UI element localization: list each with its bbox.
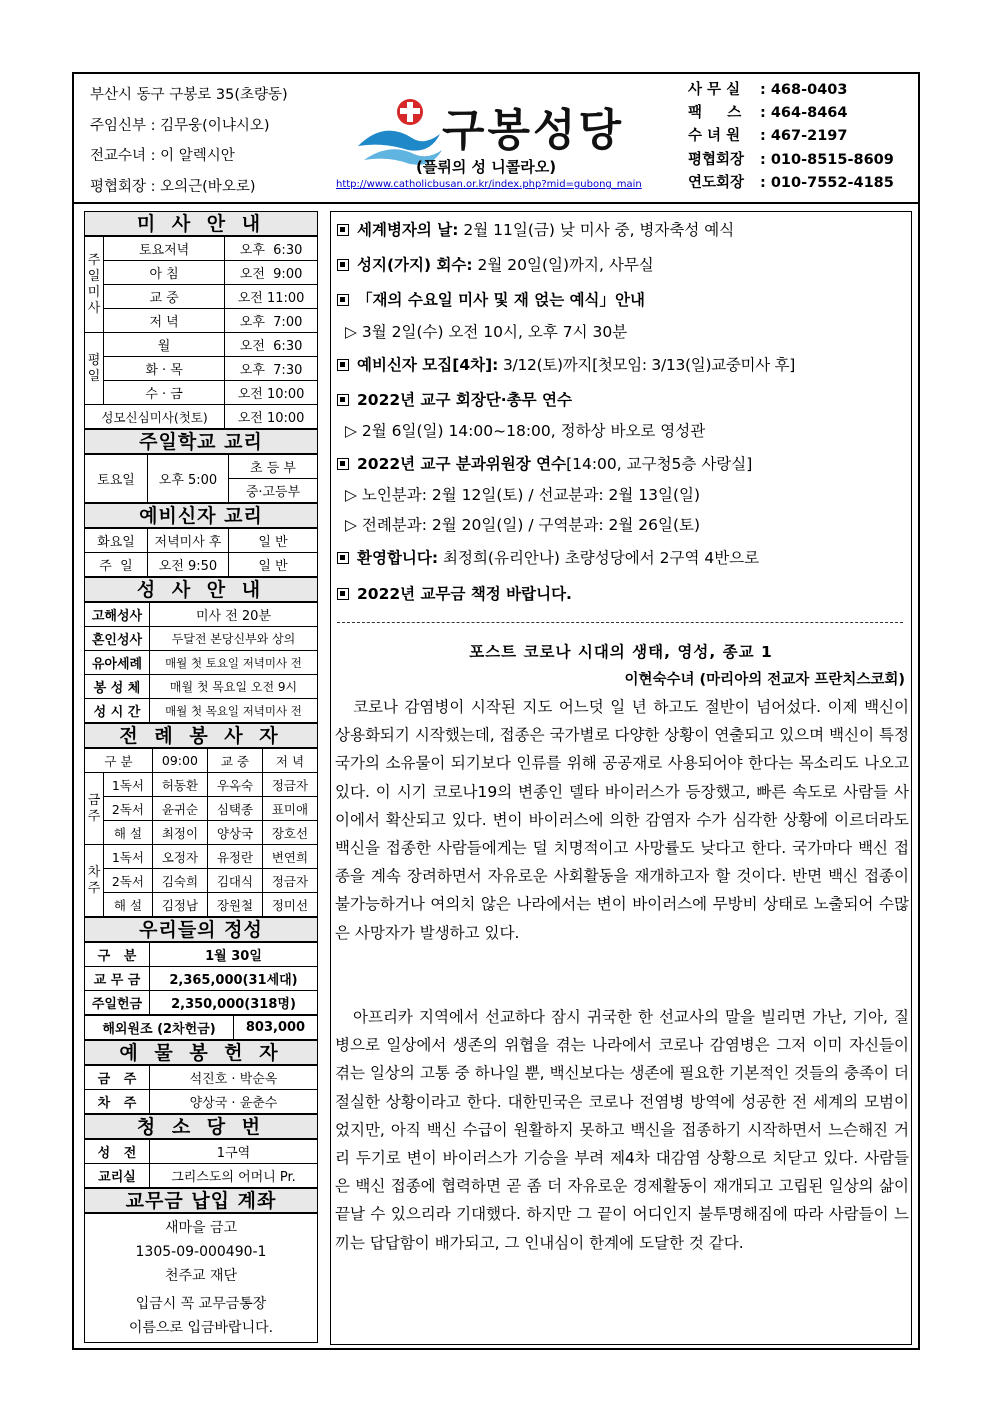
left-column <box>84 211 318 1343</box>
catechumen-type: 일 반 <box>229 529 318 553</box>
contact-value: : 468-0403 <box>760 82 848 98</box>
liturgy-person: 김정남 <box>152 893 207 917</box>
offering-table <box>84 942 318 1015</box>
notice-heading: 환영합니다: <box>357 549 439 567</box>
liturgy-role: 해 설 <box>104 893 153 917</box>
notice-item <box>337 288 645 310</box>
mass-time: 오전 9:00 <box>225 261 318 285</box>
sacrament-name: 고해성사 <box>85 603 150 627</box>
right-column <box>330 211 912 1345</box>
account-note: 이름으로 입금바랍니다. <box>128 1320 274 1336</box>
bullet-icon <box>337 359 349 371</box>
liturgy-person: 김숙희 <box>152 869 207 893</box>
offering-label: 구 분 <box>85 943 150 967</box>
notice-detail: ▷ 전례분과: 2월 20일(일) / 구역분과: 2월 26일(토) <box>345 516 701 534</box>
cleaning-place: 교리실 <box>85 1164 150 1188</box>
sacrament-info: 매월 첫 목요일 저녁미사 전 <box>150 699 318 723</box>
mass-name: 성모신심미사(첫토) <box>85 405 225 429</box>
notice-item <box>337 218 734 240</box>
notice-heading: 2022년 교구 회장단·총무 연수 <box>357 391 572 409</box>
liturgy-table <box>84 748 318 917</box>
bullet-icon <box>337 458 349 470</box>
liturgy-person: 최정이 <box>152 821 207 845</box>
catechumen-type: 일 반 <box>229 553 318 577</box>
school-group: 중·고등부 <box>229 479 318 503</box>
liturgy-person: 장원철 <box>207 893 262 917</box>
bullet-icon <box>337 588 349 600</box>
notice-item <box>337 353 795 375</box>
sister: 전교수녀 : 이 알렉시안 <box>90 148 235 164</box>
cleaning-group: 1구역 <box>150 1140 318 1164</box>
notice-heading: 성지(가지) 회수: <box>357 256 473 274</box>
notice-item <box>337 546 759 568</box>
donor-names: 석진호 · 박순옥 <box>150 1066 318 1090</box>
liturgy-person: 장호선 <box>262 821 317 845</box>
contact-row <box>688 149 894 172</box>
notice-heading: 2022년 교무금 책정 바랍니다. <box>357 585 572 603</box>
sunday-mass-label: 주 일 미 사 <box>85 237 104 333</box>
liturgy-person: 양상국 <box>207 821 262 845</box>
notice-heading: 예비신자 모집[4차]: <box>357 356 499 374</box>
mass-name: 월 <box>104 333 225 357</box>
sacrament-title: 성 사 안 내 <box>84 577 318 602</box>
mass-time: 오전 10:00 <box>225 381 318 405</box>
overseas-value: 803,000 <box>234 1016 318 1040</box>
notice-item <box>337 452 752 474</box>
mass-time: 오후 6:30 <box>225 237 318 261</box>
catechumen-day: 화요일 <box>85 529 148 553</box>
donor-names: 양상국 · 윤춘수 <box>150 1090 318 1114</box>
sacrament-info: 매월 첫 토요일 저녁미사 전 <box>150 651 318 675</box>
liturgy-person: 김대식 <box>207 869 262 893</box>
contact-label: 평협회장 <box>688 151 745 168</box>
mass-name: 화 · 목 <box>104 357 225 381</box>
mass-name: 교 중 <box>104 285 225 309</box>
cleaning-title: 청 소 당 번 <box>84 1114 318 1139</box>
notice-heading: 2022년 교구 분과위원장 연수 <box>357 455 567 473</box>
liturgy-head: 09:00 <box>152 749 207 773</box>
contact-label: 연도회장 <box>688 174 745 191</box>
notice-text: 최정희(유리안나) 초량성당에서 2구역 4반으로 <box>438 549 760 567</box>
sacrament-info: 매월 첫 목요일 오전 9시 <box>150 675 318 699</box>
liturgy-role: 1독서 <box>104 845 153 869</box>
sacrament-name: 봉 성 체 <box>85 675 150 699</box>
liturgy-head: 교 중 <box>207 749 262 773</box>
offering-label: 주일헌금 <box>85 991 150 1015</box>
liturgy-person: 정금자 <box>262 869 317 893</box>
notice-item <box>337 582 572 604</box>
notice-detail: ▷ 2월 6일(일) 14:00~18:00, 정하상 바오로 영성관 <box>345 422 706 440</box>
header-info <box>90 80 288 202</box>
cleaning-place: 성 전 <box>85 1140 150 1164</box>
cleaning-table <box>84 1139 318 1188</box>
notice-text: 3/12(토)까지[첫모임: 3/13(일)교중미사 후] <box>498 356 795 374</box>
liturgy-role: 1독서 <box>104 773 153 797</box>
donor-table <box>84 1065 318 1114</box>
liturgy-person: 정미선 <box>262 893 317 917</box>
catechumen-time: 오전 9:50 <box>148 553 229 577</box>
pastor: 주임신부 : 김무웅(이냐시오) <box>90 117 270 134</box>
sacrament-info: 두달전 본당신부와 상의 <box>150 627 318 651</box>
church-patron: (플뤼의 성 니콜라오) <box>416 158 557 176</box>
mass-time: 오전 10:00 <box>225 405 318 429</box>
offering-value: 2,350,000(318명) <box>150 991 318 1015</box>
bullet-icon <box>337 394 349 406</box>
council-president: 평협회장 : 오의근(바오로) <box>90 178 256 195</box>
church-name: 구봉성당 <box>442 105 625 156</box>
liturgy-person: 우옥숙 <box>207 773 262 797</box>
mass-name: 저 녁 <box>104 309 225 333</box>
offering-value: 1월 30일 <box>150 943 318 967</box>
article-paragraph: 아프리카 지역에서 선교하다 잠시 귀국한 한 선교사의 말을 빌리면 가난, 기아, 질병으로 일상에서 생존의 위협을 겪는 나라에서 코로나 감염병은 그저 이미 자신들이 겪는 일상의 고통 중 하나일 뿐, 백신보다는 생존에 필요한 기본적인 것들의 충족이 더 절실한 상황이라고 한다. 대한민국은 코로나 전염병 방역에 성공한 전 세계의 모범이었지만, 아직 백신 수급이 원활하지 못하고 백신을 접종하기 시작하면서 느슨해진 거리 두기로 변이 바이러스가 기승을 부려 제4차 대감염 상황으로 치닫고 있다. 사람들은 백신 접종에 협력하면 곧 좀 더 자유로운 경제활동이 재개되고 고립된 일상의 삶이 끝날 수 있으리라 기대했다. 하지만 그 끝이 어디인지 불투명해짐에 따라 사람들이 느끼는 답답함이 배가되고, 그 인내심이 한계에 도달한 것 같다. <box>335 1008 909 1252</box>
notice-heading: 세계병자의 날: <box>357 221 459 239</box>
contact-row <box>688 172 894 195</box>
liturgy-role: 해 설 <box>104 821 153 845</box>
sacrament-info: 미사 전 20분 <box>150 603 318 627</box>
mass-name: 수 · 금 <box>104 381 225 405</box>
donor-week: 차 주 <box>85 1090 150 1114</box>
liturgy-week: 금 주 <box>85 773 104 845</box>
liturgy-head: 저 녁 <box>262 749 317 773</box>
liturgy-week: 차 주 <box>85 845 104 917</box>
account-number: 1305-09-000490-1 <box>135 1244 267 1260</box>
liturgy-person: 표미애 <box>262 797 317 821</box>
offering-label: 교 무 금 <box>85 967 150 991</box>
school-time: 오후 5:00 <box>148 455 229 503</box>
account-holder: 천주교 재단 <box>164 1268 238 1284</box>
liturgy-person: 정금자 <box>262 773 317 797</box>
catechumen-time: 저녁미사 후 <box>148 529 229 553</box>
article-author: 이현숙수녀 (마리아의 전교자 프란치스코회) <box>624 672 905 688</box>
mass-section-title: 미 사 안 내 <box>84 211 318 236</box>
notice-detail: ▷ 3월 2일(수) 오전 10시, 오후 7시 30분 <box>345 323 628 341</box>
offering-title: 우리들의 정성 <box>84 917 318 942</box>
mass-table <box>84 236 318 429</box>
sacrament-name: 혼인성사 <box>85 627 150 651</box>
sacrament-table <box>84 602 318 723</box>
notice-detail: ▷ 노인분과: 2월 12일(토) / 선교분과: 2월 13일(일) <box>345 486 701 504</box>
weekday-mass-label: 평 일 <box>85 333 104 405</box>
page-frame <box>72 72 920 1350</box>
sacrament-name: 유아세례 <box>85 651 150 675</box>
notice-heading: 「재의 수요일 미사 및 재 얹는 예식」안내 <box>357 291 645 309</box>
liturgy-person: 윤귀순 <box>152 797 207 821</box>
liturgy-person: 유정란 <box>207 845 262 869</box>
liturgy-person: 허동환 <box>152 773 207 797</box>
contact-row <box>688 102 894 125</box>
account-box <box>84 1213 318 1343</box>
catechumen-table <box>84 528 318 577</box>
mass-name: 아 침 <box>104 261 225 285</box>
address: 부산시 동구 구봉로 35(초량동) <box>90 87 288 103</box>
notice-text: [14:00, 교구청5층 사랑실] <box>566 455 753 473</box>
contact-value: : 464-8464 <box>760 105 848 122</box>
contact-row <box>688 125 894 148</box>
notice-text: 2월 11일(금) 낮 미사 중, 병자축성 예식 <box>458 221 735 239</box>
sacrament-name: 성 시 간 <box>85 699 150 723</box>
donor-title: 예 물 봉 헌 자 <box>84 1040 318 1065</box>
contact-value: : 467-2197 <box>760 128 848 145</box>
bank-name: 새마을 금고 <box>164 1220 238 1236</box>
article-title: 포스트 코로나 시대의 생태, 영성, 종교 1 <box>469 643 773 661</box>
sunday-school-table <box>84 454 318 503</box>
liturgy-person: 오정자 <box>152 845 207 869</box>
bullet-icon <box>337 294 349 306</box>
mass-time: 오후 7:30 <box>225 357 318 381</box>
mass-time: 오전 6:30 <box>225 333 318 357</box>
mass-time: 오후 7:00 <box>225 309 318 333</box>
contact-value: : 010-8515-8609 <box>760 151 894 168</box>
contact-label: 수 녀 원 <box>688 128 741 145</box>
donor-week: 금 주 <box>85 1066 150 1090</box>
contact-label: 팩 스 <box>688 105 742 122</box>
church-logo <box>336 86 674 196</box>
liturgy-role: 2독서 <box>104 797 153 821</box>
notice-item <box>337 253 654 275</box>
mass-time: 오전 11:00 <box>225 285 318 309</box>
bullet-icon <box>337 259 349 271</box>
school-group: 초 등 부 <box>229 455 318 479</box>
bullet-icon <box>337 552 349 564</box>
mass-name: 토요저녁 <box>104 237 225 261</box>
account-title: 교무금 납입 계좌 <box>84 1188 318 1213</box>
website-link[interactable]: http://www.catholicbusan.or.kr/index.php?mid=gubong_main <box>336 179 642 190</box>
bullet-icon <box>337 224 349 236</box>
notice-item <box>337 388 572 410</box>
liturgy-title: 전 례 봉 사 자 <box>84 723 318 748</box>
contact-value: : 010-7552-4185 <box>760 174 894 191</box>
liturgy-head: 구 분 <box>85 749 153 773</box>
liturgy-person: 변연희 <box>262 845 317 869</box>
offering-value: 2,365,000(31세대) <box>150 967 318 991</box>
contacts <box>688 79 894 195</box>
header <box>74 74 918 204</box>
contact-row <box>688 79 894 102</box>
liturgy-role: 2독서 <box>104 869 153 893</box>
overseas-aid-table <box>84 1015 318 1040</box>
account-note: 입금시 꼭 교무금통장 <box>135 1296 267 1312</box>
liturgy-person: 심택종 <box>207 797 262 821</box>
sunday-school-title: 주일학교 교리 <box>84 429 318 454</box>
article-paragraph: 코로나 감염병이 시작된 지도 어느덧 일 년 하고도 절반이 넘어섰다. 이제 백신이 상용화되기 시작했는데, 접종은 국가별로 다양한 상황이 연출되고 있으며 백신이 특정 국가의 소유물이 되기보다 인류를 위해 공공재로 사용되어야 한다는 목소리도 나오고 있다. 이 시기 코로나19의 변종인 델타 바이러스가 등장했고, 빠른 속도로 사람들 사이에서 확산되고 있다. 변이 바이러스에 의한 감염자 수가 심각한 상황에 이르더라도 백신을 접종한 사람들에게는 덜 치명적이고 사망률도 낮다고 한다. 국가마다 백신 접종을 계속 장려하면서 자유로운 사회활동을 재개하고자 할 것이다. 반면 백신 접종이 불가능하거나 여의치 않은 나라에서는 변이 바이러스에 무방비 상태로 노출되어 수많은 사망자가 발생하고 있다. <box>335 698 909 942</box>
notice-text: 2월 20일(일)까지, 사무실 <box>472 256 654 274</box>
catechumen-title: 예비신자 교리 <box>84 503 318 528</box>
school-day: 토요일 <box>85 455 148 503</box>
divider <box>337 622 903 623</box>
contact-label: 사 무 실 <box>688 82 741 98</box>
cleaning-group: 그리스도의 어머니 Pr. <box>150 1164 318 1188</box>
catechumen-day: 주 일 <box>85 553 148 577</box>
overseas-label: 해외원조 (2차헌금) <box>85 1016 234 1040</box>
